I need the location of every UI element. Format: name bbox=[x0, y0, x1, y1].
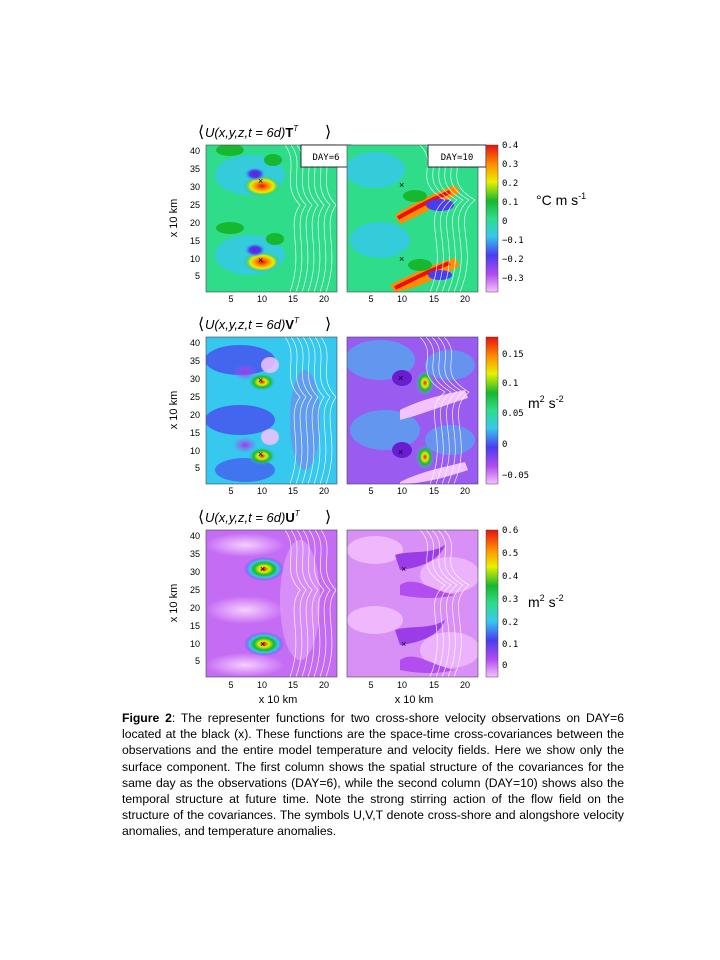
svg-text:20: 20 bbox=[459, 294, 471, 304]
svg-text:30: 30 bbox=[189, 567, 200, 577]
x-ticks-row1 bbox=[228, 294, 470, 304]
svg-text:40: 40 bbox=[189, 531, 200, 541]
svg-text:35: 35 bbox=[189, 356, 200, 366]
marker-t-day10-bottom: × bbox=[399, 254, 405, 264]
units-v: $m^2$ $s^{-2}$ bbox=[528, 394, 564, 411]
row-cross-shore-velocity bbox=[168, 509, 564, 706]
svg-text:10: 10 bbox=[256, 486, 268, 496]
row-alongshore-velocity bbox=[168, 316, 564, 496]
svg-text:0: 0 bbox=[502, 440, 508, 450]
svg-text:40: 40 bbox=[189, 338, 200, 348]
svg-text:0.05: 0.05 bbox=[502, 409, 524, 419]
svg-text:25: 25 bbox=[189, 392, 200, 402]
svg-text:10: 10 bbox=[256, 680, 268, 690]
svg-text:0.3: 0.3 bbox=[502, 160, 519, 170]
svg-text:10: 10 bbox=[189, 446, 200, 456]
x-ticks-row3 bbox=[228, 680, 470, 690]
svg-text:0: 0 bbox=[502, 661, 508, 671]
day-label-day6: DAY=6 bbox=[312, 153, 340, 163]
row-temperature bbox=[168, 124, 586, 304]
marker-t-day10-top: × bbox=[399, 180, 405, 190]
svg-text:15: 15 bbox=[287, 486, 299, 496]
svg-text:10: 10 bbox=[396, 294, 408, 304]
y-axis-label-row3: x 10 km bbox=[168, 583, 180, 623]
svg-text:0.15: 0.15 bbox=[502, 350, 524, 360]
svg-text:5: 5 bbox=[228, 680, 234, 690]
marker-v-day6-bottom: × bbox=[258, 449, 264, 459]
svg-text:5: 5 bbox=[194, 656, 200, 666]
svg-text:15: 15 bbox=[287, 680, 299, 690]
svg-text:5: 5 bbox=[228, 486, 234, 496]
marker-u-day6-bottom: × bbox=[260, 639, 266, 649]
figure-caption bbox=[122, 710, 624, 840]
bracket-right: ⟩ bbox=[325, 316, 332, 333]
svg-text:5: 5 bbox=[194, 271, 200, 281]
svg-text:20: 20 bbox=[459, 680, 471, 690]
svg-text:20: 20 bbox=[189, 603, 200, 613]
colorbar-t-ticks bbox=[502, 141, 524, 284]
panel-u-day10 bbox=[347, 530, 480, 677]
svg-text:5: 5 bbox=[368, 680, 374, 690]
svg-text:5: 5 bbox=[368, 294, 374, 304]
marker-v-day10-top: × bbox=[398, 373, 404, 383]
svg-text:−0.2: −0.2 bbox=[502, 255, 524, 265]
svg-text:25: 25 bbox=[189, 585, 200, 595]
svg-text:20: 20 bbox=[318, 294, 330, 304]
svg-text:10: 10 bbox=[396, 486, 408, 496]
x-ticks-row2 bbox=[228, 486, 470, 496]
marker-v-day6-top: × bbox=[258, 375, 264, 385]
svg-text:15: 15 bbox=[189, 621, 200, 631]
svg-text:20: 20 bbox=[189, 218, 200, 228]
panel-title-t: $U(x,y,z,t = 6d)T^T$ bbox=[205, 124, 299, 140]
y-ticks-row1 bbox=[190, 146, 200, 281]
svg-text:15: 15 bbox=[287, 294, 299, 304]
svg-text:0.3: 0.3 bbox=[502, 595, 519, 605]
svg-text:15: 15 bbox=[428, 680, 440, 690]
x-axis-label-left: x 10 km bbox=[258, 694, 298, 706]
colorbar-v-ticks bbox=[502, 350, 529, 481]
units-t: °C m $s^{-1}$ bbox=[536, 191, 587, 208]
svg-text:20: 20 bbox=[189, 410, 200, 420]
svg-text:35: 35 bbox=[189, 549, 200, 559]
svg-text:5: 5 bbox=[194, 463, 200, 473]
svg-text:−0.1: −0.1 bbox=[502, 236, 524, 246]
svg-text:30: 30 bbox=[189, 374, 200, 384]
y-axis-label-row2: x 10 km bbox=[168, 390, 180, 430]
svg-text:10: 10 bbox=[396, 680, 408, 690]
panel-title-u: $U(x,y,z,t = 6d)U^T$ bbox=[205, 509, 300, 525]
svg-text:15: 15 bbox=[428, 486, 440, 496]
x-axis-label-right: x 10 km bbox=[394, 694, 434, 706]
day-label-day10: DAY=10 bbox=[440, 153, 474, 163]
svg-text:20: 20 bbox=[318, 680, 330, 690]
svg-text:5: 5 bbox=[228, 294, 234, 304]
svg-text:10: 10 bbox=[256, 294, 268, 304]
svg-text:0.1: 0.1 bbox=[502, 198, 519, 208]
marker-u-day10-top: × bbox=[401, 564, 407, 574]
colorbar-v bbox=[486, 337, 498, 484]
colorbar-u-ticks bbox=[502, 526, 518, 671]
panel-u-day6 bbox=[205, 530, 337, 677]
marker-t-day6-bottom: × bbox=[258, 255, 264, 265]
svg-text:20: 20 bbox=[459, 486, 471, 496]
bracket-right: ⟩ bbox=[325, 124, 332, 141]
svg-text:10: 10 bbox=[189, 639, 200, 649]
marker-t-day6-top: × bbox=[258, 176, 264, 186]
caption-label: Figure 2 bbox=[122, 711, 172, 725]
svg-text:0.4: 0.4 bbox=[502, 141, 519, 151]
bracket-left: ⟨ bbox=[198, 124, 205, 141]
svg-text:0.1: 0.1 bbox=[502, 379, 519, 389]
panel-v-day6 bbox=[205, 337, 337, 484]
units-u: $m^2$ $s^{-2}$ bbox=[528, 593, 564, 610]
svg-text:15: 15 bbox=[189, 428, 200, 438]
panel-title-v: $U(x,y,z,t = 6d)V^T$ bbox=[205, 316, 299, 332]
marker-u-day10-bottom: × bbox=[401, 639, 407, 649]
svg-text:35: 35 bbox=[189, 164, 200, 174]
svg-text:25: 25 bbox=[189, 200, 200, 210]
svg-text:30: 30 bbox=[189, 182, 200, 192]
svg-text:15: 15 bbox=[189, 236, 200, 246]
y-ticks-row2 bbox=[190, 338, 200, 473]
y-axis-label-row1: x 10 km bbox=[168, 198, 180, 238]
marker-v-day10-bottom: × bbox=[398, 447, 404, 457]
svg-text:0.5: 0.5 bbox=[502, 549, 519, 559]
svg-text:0.2: 0.2 bbox=[502, 618, 519, 628]
svg-text:−0.05: −0.05 bbox=[502, 471, 530, 481]
svg-text:0.2: 0.2 bbox=[502, 179, 519, 189]
svg-text:0: 0 bbox=[502, 217, 508, 227]
bracket-right: ⟩ bbox=[325, 509, 332, 526]
svg-text:0.4: 0.4 bbox=[502, 572, 519, 582]
caption-text: : The representer functions for two cross-shore velocity observations on DAY=6 located at the black (x). These functions are the space-time cross-covariances between the observations and the entire model temperature and velocity fields. Here we show only the surface component. The first column shows the spatial structure of the covariances for the same day as the observations (DAY=6), while the second column (DAY=10) shows also the temporal structure at future time. Note the strong stirring action of the flow field on the structure of the covariances. The symbols U,V,T denote cross-shore and alongshore velocity anomalies, and temperature anomalies. bbox=[122, 711, 624, 839]
svg-text:0.6: 0.6 bbox=[502, 526, 519, 536]
svg-text:40: 40 bbox=[189, 146, 200, 156]
panel-v-day10 bbox=[345, 337, 478, 484]
marker-u-day6-top: × bbox=[260, 564, 266, 574]
svg-text:20: 20 bbox=[318, 486, 330, 496]
svg-text:10: 10 bbox=[189, 254, 200, 264]
colorbar-t bbox=[486, 145, 498, 292]
y-ticks-row3 bbox=[190, 531, 200, 666]
bracket-left: ⟨ bbox=[198, 509, 205, 526]
colorbar-u bbox=[486, 530, 498, 677]
svg-text:5: 5 bbox=[368, 486, 374, 496]
svg-text:−0.3: −0.3 bbox=[502, 274, 524, 284]
bracket-left: ⟨ bbox=[198, 316, 205, 333]
svg-text:15: 15 bbox=[428, 294, 440, 304]
svg-text:0.1: 0.1 bbox=[502, 640, 519, 650]
